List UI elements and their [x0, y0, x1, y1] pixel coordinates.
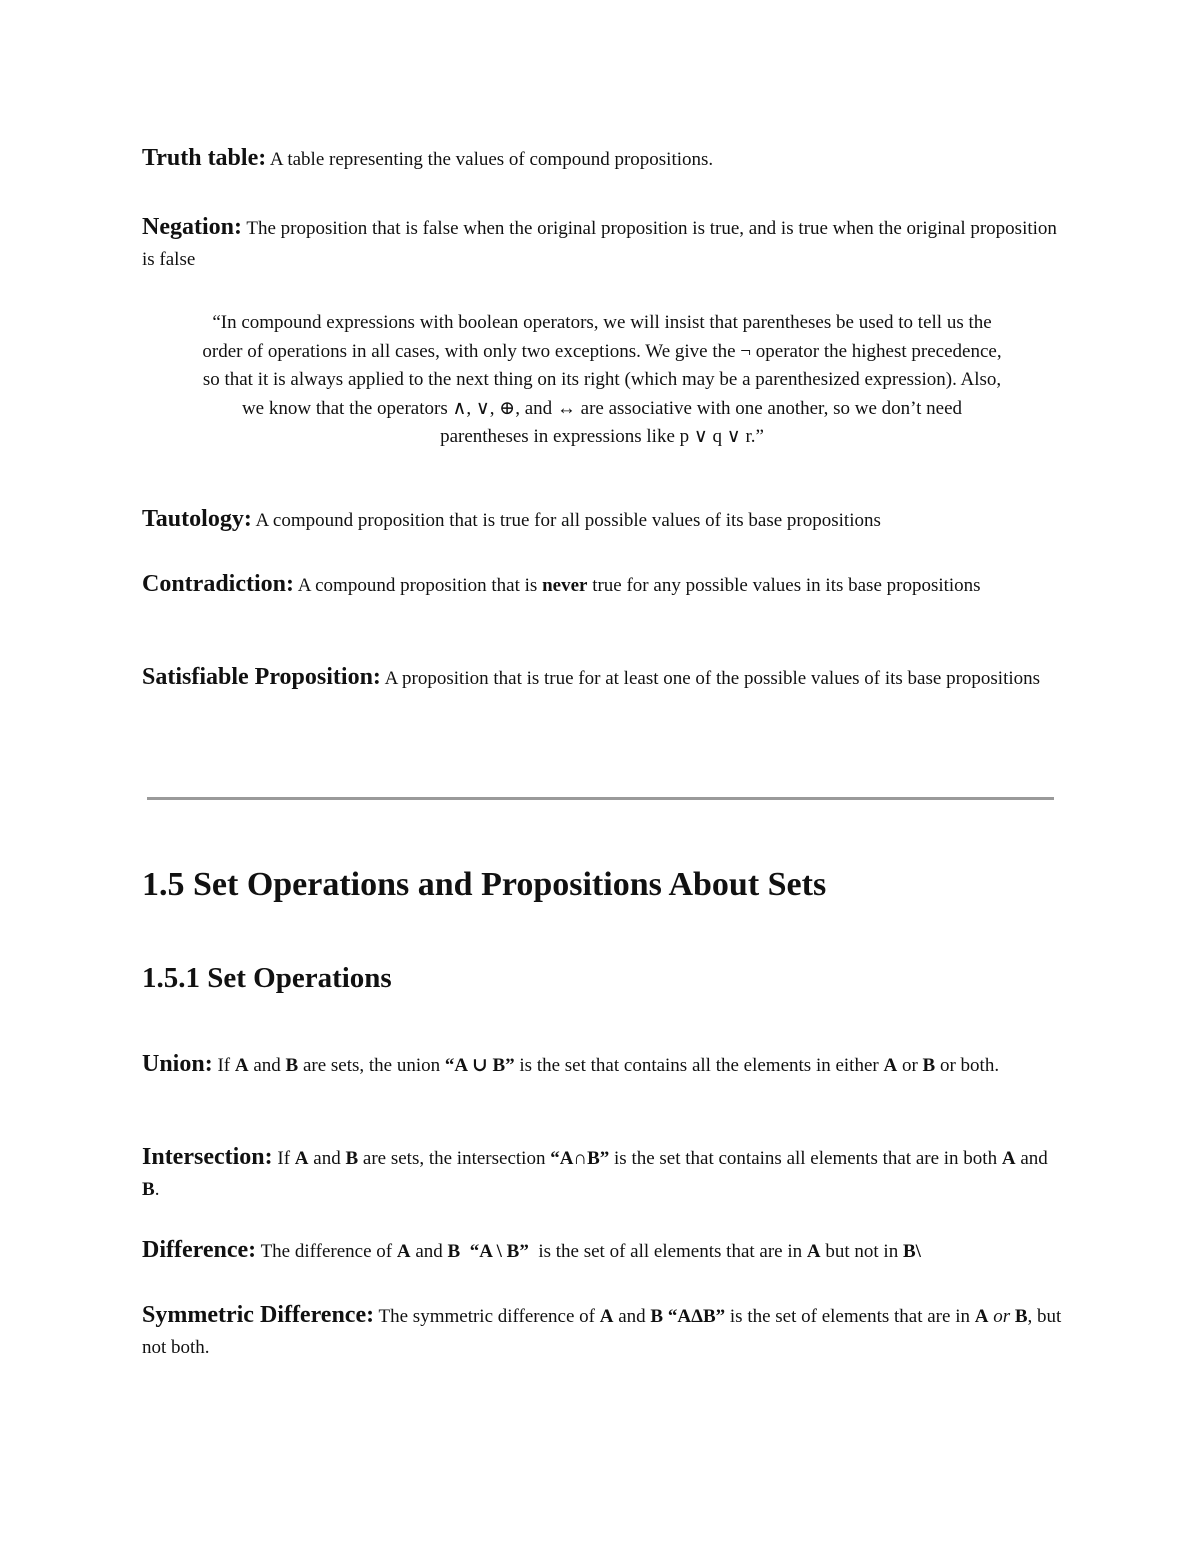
contradiction-definition	[142, 569, 1062, 601]
section-heading: 1.5 Set Operations and Propositions About Sets	[142, 866, 827, 903]
symmetric-difference-expression: “AΔB”	[667, 1306, 726, 1327]
difference-definition	[142, 1235, 1062, 1267]
set-a: A	[974, 1306, 989, 1327]
definition-text: .	[154, 1179, 160, 1200]
definition-text: The symmetric difference of	[374, 1306, 600, 1327]
definition-text: is the set of all elements that are in	[528, 1241, 807, 1262]
definition-term: Contradiction:	[142, 571, 294, 597]
union-expression: “A ∪ B”	[444, 1055, 515, 1076]
tautology-definition	[142, 504, 1062, 536]
definition-text: If	[212, 1055, 235, 1076]
set-b: B	[447, 1241, 461, 1262]
satisfiable-definition	[142, 662, 1062, 694]
set-a: A	[599, 1306, 614, 1327]
definition-text: The difference of	[256, 1241, 397, 1262]
set-a: A	[806, 1241, 821, 1262]
block-quote	[142, 309, 1062, 452]
emphasis-or: or	[993, 1306, 1011, 1327]
definition-text: is the set that contains all the elements in either	[514, 1055, 884, 1076]
definition-term: Tautology:	[142, 506, 252, 532]
definition-text: and	[248, 1055, 286, 1076]
definition-text: is the set that contains all elements that are in both	[609, 1148, 1002, 1169]
quote-line: we know that the operators ∧, ∨, ⊕, and ↔ are associative with one another, so we don’t need	[241, 397, 963, 419]
set-b: B	[1014, 1306, 1028, 1327]
set-a: A	[883, 1055, 898, 1076]
definition-text: If	[272, 1148, 295, 1169]
definition-text: are sets, the intersection	[358, 1148, 551, 1169]
definition-term: Negation:	[142, 214, 242, 240]
definition-term: Symmetric Difference:	[142, 1302, 375, 1328]
definition-term: Difference:	[142, 1237, 257, 1263]
quote-line: so that it is always applied to the next thing on its right (which may be a parenthesized expression). Also,	[202, 369, 1002, 390]
definition-text: and	[613, 1306, 651, 1327]
set-b: B	[345, 1148, 359, 1169]
union-definition	[142, 1049, 1062, 1081]
set-a: A	[396, 1241, 411, 1262]
definition-text: and	[410, 1241, 448, 1262]
emphasis-never: never	[542, 575, 588, 596]
definition-text: and	[308, 1148, 346, 1169]
set-a: A	[1001, 1148, 1016, 1169]
intersection-definition	[142, 1142, 1062, 1205]
set-b: B	[650, 1306, 664, 1327]
definition-term: Truth table:	[142, 145, 267, 171]
negation-definition	[142, 212, 1062, 275]
definition-text: is the set of elements that are in	[725, 1306, 975, 1327]
truth-table-definition	[142, 143, 1062, 175]
definition-text: , but not both.	[142, 1306, 1062, 1358]
quote-line: parentheses in expressions like p ∨ q ∨ r.”	[440, 426, 764, 447]
definition-text: A compound proposition that is true for all possible values of its base propositions	[251, 510, 881, 531]
definition-term: Union:	[142, 1051, 213, 1077]
definition-text: or both.	[935, 1055, 1000, 1076]
definition-text: or	[897, 1055, 923, 1076]
definition-text: true for any possible values in its base propositions	[587, 575, 981, 596]
difference-expression: “A \ B”	[469, 1241, 529, 1262]
subsection-heading: 1.5.1 Set Operations	[142, 962, 392, 994]
definition-term: Intersection:	[142, 1144, 273, 1170]
definition-term: Satisfiable Proposition:	[142, 664, 381, 690]
definition-text	[460, 1241, 470, 1262]
definition-text: A proposition that is true for at least one of the possible values of its base propositions	[380, 668, 1041, 689]
definition-text: but not in	[820, 1241, 903, 1262]
set-a: A	[234, 1055, 249, 1076]
definition-text: A table representing the values of compound propositions.	[266, 149, 714, 170]
intersection-expression: “A∩B”	[550, 1148, 610, 1169]
set-b: B\	[902, 1241, 921, 1262]
horizontal-divider	[147, 797, 1054, 800]
set-b: B	[142, 1179, 155, 1200]
definition-text: The proposition that is false when the original proposition is true, and is true when the original proposition is false	[142, 218, 1057, 270]
symmetric-difference-definition	[142, 1300, 1062, 1363]
set-a: A	[294, 1148, 309, 1169]
set-b: B	[285, 1055, 299, 1076]
quote-line: order of operations in all cases, with only two exceptions. We give the ¬ operator the highest precedence,	[202, 340, 1002, 362]
set-b: B	[922, 1055, 936, 1076]
definition-text: A compound proposition that is	[294, 575, 543, 596]
quote-line: “In compound expressions with boolean operators, we will insist that parentheses be used to tell us the	[212, 312, 992, 333]
definition-text: and	[1015, 1148, 1048, 1169]
definition-text: are sets, the union	[298, 1055, 445, 1076]
